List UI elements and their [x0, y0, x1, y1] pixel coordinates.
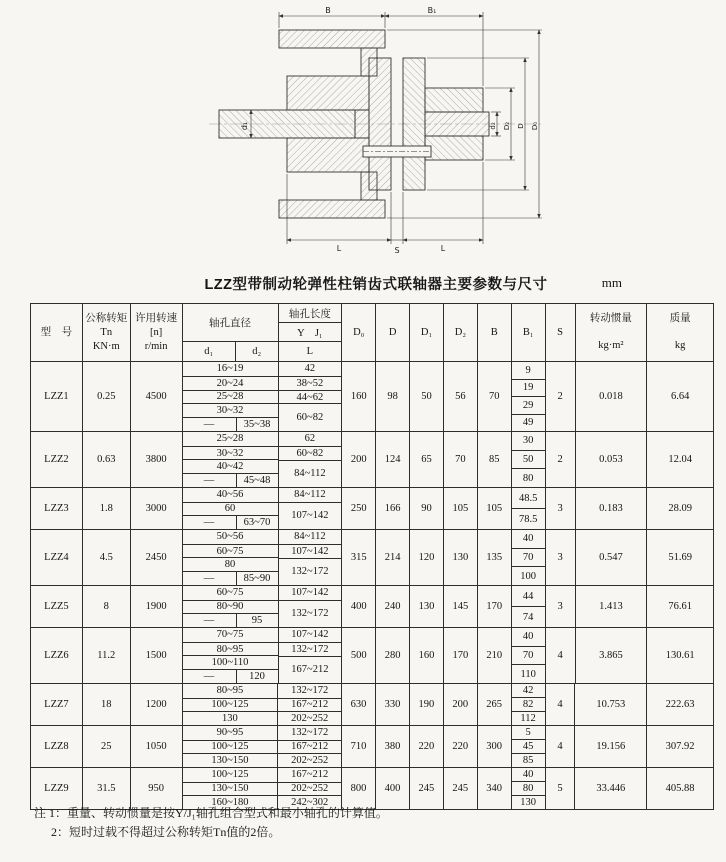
- bore-d2-value: 35~38: [243, 419, 271, 431]
- bore-d1-value: —: [183, 516, 237, 529]
- header-yj1: Y J₁: [279, 323, 342, 342]
- dim-D0-value: 800: [342, 768, 376, 809]
- bore-dia-split: [183, 417, 278, 431]
- bore-dia-value: 100~125: [183, 740, 278, 754]
- dim-label-S: S: [394, 246, 400, 255]
- dim-B-value: 85: [478, 432, 512, 487]
- dim-label-B1: B₁: [427, 6, 437, 15]
- header-D1: D₁: [410, 304, 444, 361]
- b1-column: [512, 488, 546, 529]
- dim-S-value: 4: [546, 684, 576, 725]
- bore-dia-split: [183, 515, 278, 529]
- b1-column: [512, 586, 546, 627]
- b1-value: 9: [525, 364, 531, 376]
- b1-value: 40: [522, 769, 534, 780]
- bore-len-value: 107~142: [279, 544, 342, 558]
- header-torque: [83, 304, 131, 361]
- bore-len-column: [279, 432, 343, 487]
- table-row-LZZ6: [31, 627, 713, 683]
- dim-D2-value: 70: [444, 432, 478, 487]
- dim-B-value: 265: [478, 684, 512, 725]
- bore-d2-value: 63~70: [243, 517, 271, 529]
- header-inertia: [576, 304, 648, 361]
- dim-label-L-right: L: [440, 244, 446, 253]
- torque-value: 0.25: [83, 362, 131, 431]
- b1-value: 50: [512, 450, 545, 469]
- header-mass-l1: 质量: [669, 313, 691, 324]
- bore-dia-column: [183, 488, 279, 529]
- header-D0: D₀: [342, 304, 376, 361]
- bore-len-value: 44~62: [279, 390, 342, 404]
- mass-value: 51.69: [668, 552, 692, 563]
- bore-len-value: 107~142: [291, 587, 329, 599]
- b1-value: 44: [522, 590, 534, 602]
- coupling-drawing: [205, 2, 545, 264]
- bore-len-value: 107~142: [279, 502, 342, 529]
- table-header: [31, 304, 713, 361]
- dim-D0-value: 710: [342, 726, 376, 767]
- dim-D2-value: 56: [444, 362, 478, 431]
- bore-len-column: [278, 726, 342, 767]
- bore-d2-value: 95: [251, 615, 263, 627]
- dim-S-value: 3: [546, 488, 576, 529]
- table-row-LZZ1: [31, 361, 713, 431]
- bore-dia-column: [183, 628, 279, 683]
- dim-D0-value: 160: [342, 362, 376, 431]
- bore-len-value: 132~172: [291, 685, 329, 697]
- dim-label-B: B: [325, 6, 331, 15]
- dim-B-value: 135: [478, 530, 512, 585]
- dim-S-value: 2: [546, 432, 576, 487]
- bore-len-column: [279, 628, 343, 683]
- bore-len-column: [278, 684, 342, 725]
- b1-column: [512, 530, 546, 585]
- dim-D-value: 330: [376, 684, 410, 725]
- bore-len-value: 132~172: [279, 600, 342, 627]
- dim-D2-value: 245: [444, 768, 478, 809]
- header-model: [31, 304, 83, 361]
- unit-label: mm: [601, 275, 622, 290]
- b1-value: 40: [522, 631, 534, 643]
- bore-len-column: [279, 586, 343, 627]
- model-name: LZZ4: [31, 530, 83, 585]
- dim-D-value: 124: [376, 432, 410, 487]
- mass-value: 307.92: [665, 741, 695, 752]
- bore-d1-value: —: [183, 670, 237, 683]
- dim-D-value: 214: [376, 530, 410, 585]
- bore-dia-value: 70~75: [216, 629, 244, 641]
- bore-dia-value: 30~32: [183, 446, 278, 460]
- bore-dia-value: 100~110: [183, 655, 278, 669]
- b1-value: 19: [512, 379, 545, 397]
- model-name: LZZ1: [31, 362, 83, 431]
- bore-len-column: [279, 488, 343, 529]
- bore-dia-value: 80~90: [183, 600, 278, 614]
- b1-value: 80: [512, 781, 545, 795]
- bore-dia-column: [183, 726, 279, 767]
- bore-len-value: 42: [304, 363, 316, 375]
- bore-d2-value: 45~48: [243, 475, 271, 487]
- b1-value: 30: [522, 435, 534, 447]
- table-row-LZZ3: [31, 487, 713, 529]
- b1-column: [512, 726, 546, 767]
- table-body: [31, 361, 713, 809]
- model-name: LZZ7: [31, 684, 83, 725]
- b1-value: 29: [512, 396, 545, 414]
- bore-dia-column: [183, 432, 279, 487]
- header-torque-l1: 公称转矩: [85, 312, 128, 324]
- bore-len-value: 242~302: [278, 795, 341, 809]
- dim-S-value: 4: [546, 726, 576, 767]
- dim-D1-value: 220: [410, 726, 444, 767]
- bore-len-value: 167~212: [278, 698, 341, 712]
- notes: [34, 804, 388, 842]
- dim-B-value: 340: [478, 768, 512, 809]
- dim-D1-value: 65: [410, 432, 444, 487]
- torque-value: 31.5: [83, 768, 131, 809]
- mass-value: 405.88: [665, 783, 695, 794]
- header-d1: d₁: [183, 342, 236, 361]
- inertia-value: 19.156: [575, 726, 647, 767]
- model-name: LZZ2: [31, 432, 83, 487]
- bore-dia-value: 60: [183, 502, 278, 516]
- dim-D0-value: 315: [342, 530, 376, 585]
- b1-value: 40: [522, 533, 534, 545]
- b1-value: 80: [512, 468, 545, 487]
- bore-dia-value: 80: [183, 557, 278, 571]
- bore-dia-value: 130~150: [183, 782, 278, 796]
- bore-dia-value: 40~42: [183, 459, 278, 473]
- bore-len-value: 38~52: [279, 376, 342, 390]
- dim-D-value: 98: [376, 362, 410, 431]
- b1-value: 74: [512, 606, 545, 627]
- b1-value: 70: [512, 646, 545, 665]
- inertia-value: 0.018: [576, 362, 648, 431]
- model-name: LZZ5: [31, 586, 83, 627]
- bore-dia-value: 40~56: [216, 489, 244, 501]
- b1-value: 112: [512, 711, 545, 725]
- bore-dia-value: 100~125: [183, 698, 278, 712]
- spec-table: [30, 303, 714, 810]
- dim-D1-value: 160: [410, 628, 444, 683]
- bore-d1-value: —: [183, 614, 237, 627]
- dim-D0-value: 500: [342, 628, 376, 683]
- dim-D2-value: 220: [444, 726, 478, 767]
- header-bore-dia: [183, 304, 279, 361]
- dim-label-d1: d₁: [240, 121, 249, 131]
- bore-len-value: 167~212: [291, 769, 329, 781]
- header-D: D: [376, 304, 410, 361]
- mass-value: 222.63: [665, 699, 695, 710]
- note-2: 2：短时过载不得超过公称转矩Tn值的2倍。: [51, 825, 281, 839]
- torque-value: 0.63: [83, 432, 131, 487]
- dim-label-D2: D₂: [503, 121, 511, 131]
- bore-dia-value: 80~95: [216, 685, 244, 697]
- b1-value: 5: [525, 727, 531, 738]
- dim-S-value: 4: [546, 628, 576, 683]
- bore-len-value: 84~112: [279, 460, 342, 488]
- b1-column: [512, 684, 546, 725]
- mass-value: 6.64: [670, 391, 690, 402]
- model-name: LZZ9: [31, 768, 83, 809]
- dim-D0-value: 400: [342, 586, 376, 627]
- dim-D0-value: 630: [342, 684, 376, 725]
- table-row-LZZ4: [31, 529, 713, 585]
- header-bore-dia-label: 轴孔直径: [183, 304, 278, 342]
- bore-len-value: 107~142: [291, 629, 329, 641]
- bore-len-value: 60~82: [279, 446, 342, 460]
- bore-dia-value: 25~28: [216, 433, 244, 445]
- header-bore-len-label: 轴孔长度: [279, 304, 342, 323]
- header-D2: D₂: [444, 304, 478, 361]
- bore-len-value: 132~172: [279, 558, 342, 586]
- table-row-LZZ5: [31, 585, 713, 627]
- bore-dia-split: [183, 473, 278, 487]
- page-title: LZZ型带制动轮弹性柱销齿式联轴器主要参数与尺寸: [204, 277, 548, 293]
- b1-column: [512, 768, 546, 809]
- speed-value: 3000: [131, 488, 183, 529]
- bore-dia-value: 100~125: [211, 769, 249, 781]
- speed-value: 1500: [131, 628, 183, 683]
- dim-label-L-left: L: [336, 244, 342, 253]
- dim-label-D: D: [517, 123, 525, 129]
- bore-len-value: 62: [304, 433, 316, 445]
- dim-B-value: 170: [478, 586, 512, 627]
- header-speed-l1: 许用转速: [135, 312, 178, 324]
- speed-value: 2450: [131, 530, 183, 585]
- bore-dia-split: [183, 613, 278, 627]
- dim-D0-value: 200: [342, 432, 376, 487]
- bore-len-column: [279, 530, 343, 585]
- dim-D2-value: 170: [444, 628, 478, 683]
- bore-dia-value: 90~95: [216, 727, 244, 739]
- b1-value: 45: [512, 739, 545, 753]
- note-1: 注 1：重量、转动惯量是按Y/J₁轴孔组合型式和最小轴孔的计算值。: [34, 806, 388, 820]
- table-row-LZZ7: [31, 683, 713, 725]
- header-speed: [131, 304, 183, 361]
- bore-dia-split: [183, 669, 278, 683]
- dim-label-d2: d₂: [489, 122, 497, 130]
- bore-dia-value: 130~150: [183, 753, 278, 767]
- dim-label-D0: D₀: [531, 121, 539, 131]
- bore-len-column: [279, 362, 343, 431]
- bore-len-value: 167~212: [279, 656, 342, 684]
- header-inertia-l1: 转动惯量: [589, 313, 632, 324]
- bore-dia-column: [183, 768, 279, 809]
- header-L: L: [306, 346, 314, 357]
- header-bore-len: [279, 304, 343, 361]
- bore-len-value: 132~172: [291, 727, 329, 739]
- torque-value: 1.8: [83, 488, 131, 529]
- bore-d1-value: —: [183, 418, 237, 431]
- header-speed-l3: r/min: [144, 340, 168, 352]
- dim-D-value: 280: [376, 628, 410, 683]
- bore-len-value: 202~252: [278, 782, 341, 796]
- b1-value: 100: [512, 566, 545, 585]
- b1-value: 82: [512, 697, 545, 711]
- dim-D0-value: 250: [342, 488, 376, 529]
- speed-value: 3800: [131, 432, 183, 487]
- dim-B-value: 70: [478, 362, 512, 431]
- header-torque-l2: Tn: [100, 326, 113, 338]
- bore-len-value: 84~112: [294, 489, 326, 501]
- dim-D1-value: 190: [410, 684, 444, 725]
- bore-dia-value: 50~56: [216, 531, 244, 543]
- table-row-LZZ2: [31, 431, 713, 487]
- dim-D-value: 240: [376, 586, 410, 627]
- dim-S-value: 2: [546, 362, 576, 431]
- inertia-value: 3.865: [576, 628, 648, 683]
- dim-S-value: 5: [546, 768, 576, 809]
- torque-value: 11.2: [83, 628, 131, 683]
- header-model-label: 型 号: [40, 326, 73, 338]
- dim-S-value: 3: [546, 530, 576, 585]
- dim-D-value: 400: [376, 768, 410, 809]
- header-S: S: [546, 304, 576, 361]
- b1-value: 70: [512, 548, 545, 567]
- torque-value: 4.5: [83, 530, 131, 585]
- b1-column: [512, 628, 546, 683]
- header-torque-l3: KN·m: [92, 340, 120, 352]
- inertia-value: 1.413: [576, 586, 648, 627]
- bore-dia-value: 60~75: [216, 587, 244, 599]
- bore-dia-column: [183, 684, 279, 725]
- bore-len-value: 202~252: [278, 753, 341, 767]
- bore-len-column: [278, 768, 342, 809]
- table-row-LZZ8: [31, 725, 713, 767]
- speed-value: 950: [131, 768, 183, 809]
- b1-value: 48.5: [518, 492, 538, 504]
- bore-dia-value: 16~19: [216, 363, 244, 375]
- dim-D2-value: 105: [444, 488, 478, 529]
- b1-value: 85: [512, 753, 545, 767]
- dim-D1-value: 245: [410, 768, 444, 809]
- bore-len-value: 132~172: [279, 642, 342, 656]
- inertia-value: 0.183: [576, 488, 648, 529]
- header-inertia-l2: kg·m²: [598, 340, 624, 351]
- bore-dia-value: 60~75: [183, 544, 278, 558]
- bore-d2-value: 120: [249, 671, 265, 683]
- speed-value: 1050: [131, 726, 183, 767]
- dim-B-value: 105: [478, 488, 512, 529]
- model-name: LZZ3: [31, 488, 83, 529]
- dim-S-value: 3: [546, 586, 576, 627]
- mass-value: 28.09: [668, 503, 692, 514]
- bore-len-value: 60~82: [279, 403, 342, 431]
- header-d2: d₂: [252, 346, 262, 357]
- bore-dia-column: [183, 530, 279, 585]
- bore-len-value: 202~252: [278, 711, 341, 725]
- dim-D1-value: 130: [410, 586, 444, 627]
- mass-value: 12.04: [668, 454, 692, 465]
- bore-dia-value: 160~180: [183, 795, 278, 809]
- torque-value: 25: [83, 726, 131, 767]
- bore-dia-value: 80~95: [183, 642, 278, 656]
- header-B1: B₁: [512, 304, 546, 361]
- header-speed-l2: [n]: [149, 326, 163, 338]
- dim-D1-value: 50: [410, 362, 444, 431]
- title-block: [0, 273, 726, 295]
- dim-D1-value: 90: [410, 488, 444, 529]
- inertia-value: 0.053: [576, 432, 648, 487]
- bore-dia-column: [183, 362, 279, 431]
- b1-column: [512, 362, 546, 431]
- torque-value: 8: [83, 586, 131, 627]
- dim-D-value: 166: [376, 488, 410, 529]
- header-mass-l2: kg: [674, 340, 686, 351]
- dim-D2-value: 130: [444, 530, 478, 585]
- bore-dia-value: 30~32: [183, 403, 278, 417]
- b1-column: [512, 432, 546, 487]
- dim-D-value: 380: [376, 726, 410, 767]
- model-name: LZZ6: [31, 628, 83, 683]
- b1-value: 78.5: [512, 508, 545, 529]
- dim-D2-value: 145: [444, 586, 478, 627]
- dim-B-value: 300: [478, 726, 512, 767]
- mass-value: 76.61: [668, 601, 692, 612]
- header-B: B: [478, 304, 512, 361]
- dim-B-value: 210: [478, 628, 512, 683]
- speed-value: 1200: [131, 684, 183, 725]
- inertia-value: 0.547: [576, 530, 648, 585]
- bore-len-value: 167~212: [278, 740, 341, 754]
- inertia-value: 10.753: [575, 684, 647, 725]
- bore-dia-split: [183, 571, 278, 585]
- bore-dia-column: [183, 586, 279, 627]
- bore-dia-value: 25~28: [183, 390, 278, 404]
- torque-value: 18: [83, 684, 131, 725]
- dim-D2-value: 200: [444, 684, 478, 725]
- b1-value: 130: [512, 795, 545, 809]
- b1-value: 49: [512, 414, 545, 432]
- speed-value: 1900: [131, 586, 183, 627]
- bore-dia-value: 130: [183, 711, 278, 725]
- b1-value: 42: [522, 685, 534, 696]
- bore-len-value: 84~112: [294, 531, 326, 543]
- bore-d2-value: 85~90: [243, 573, 271, 585]
- header-mass: [647, 304, 713, 361]
- inertia-value: 33.446: [575, 768, 647, 809]
- mass-value: 130.61: [665, 650, 695, 661]
- model-name: LZZ8: [31, 726, 83, 767]
- bore-d1-value: —: [183, 572, 237, 585]
- speed-value: 4500: [131, 362, 183, 431]
- b1-value: 110: [512, 664, 545, 683]
- bore-d1-value: —: [183, 474, 237, 487]
- bore-dia-value: 20~24: [183, 376, 278, 390]
- dim-D1-value: 120: [410, 530, 444, 585]
- table-row-LZZ9: [31, 767, 713, 809]
